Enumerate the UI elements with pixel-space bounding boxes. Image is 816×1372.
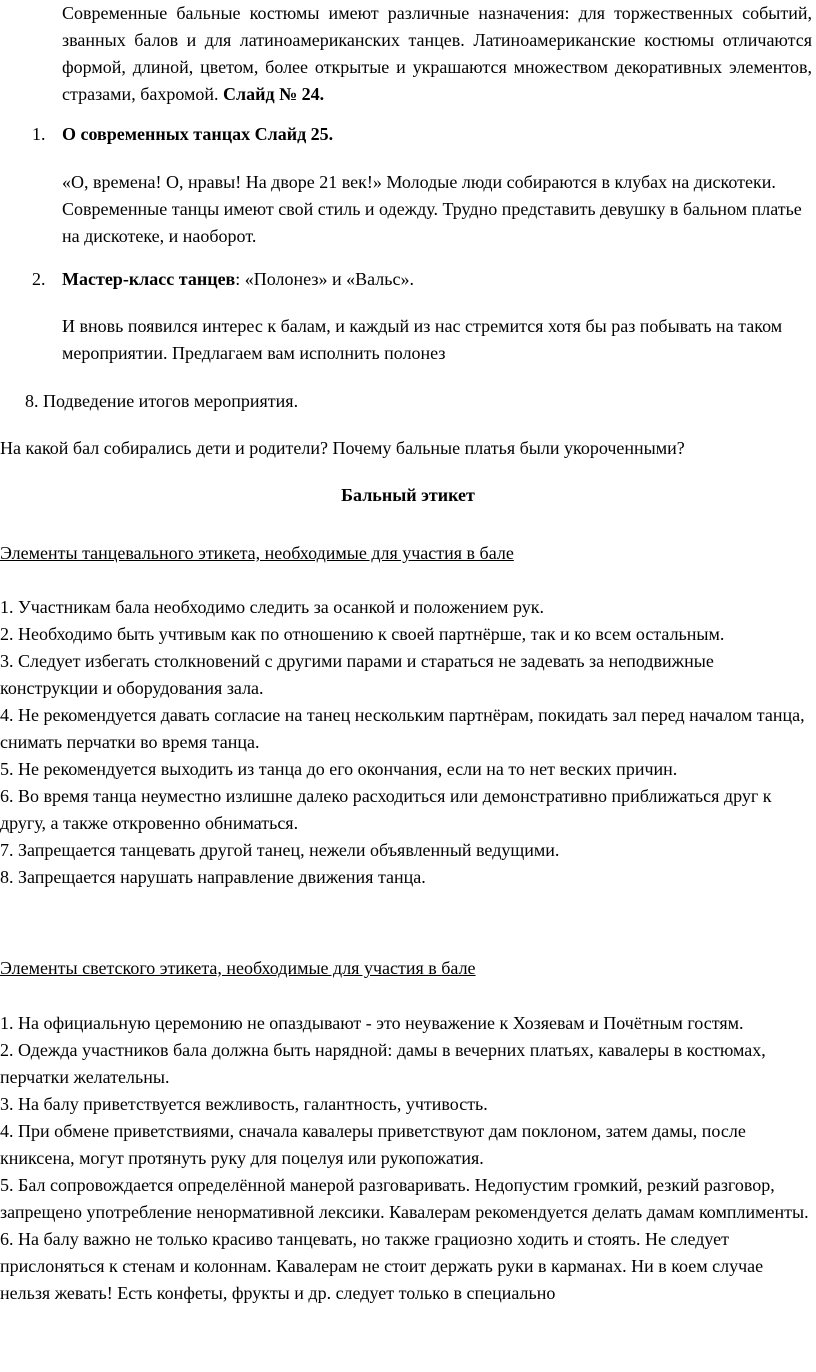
- section-heading: Бальный этикет: [341, 485, 475, 505]
- dance-item: 6. Во время танца неуместно излишне далеко расходиться или демонстративно приближаться друг к другу, а также откровенно обниматься.: [0, 786, 772, 833]
- dance-section-title: Элементы танцевального этикета, необходимые для участия в бале: [0, 543, 514, 563]
- social-item: 5. Бал сопровождается определённой манерой разговаривать. Недопустим громкий, резкий разговор, запрещено употребление ненормативной лексики. Кавалерам рекомендуется делать дамам комплименты.: [0, 1175, 809, 1222]
- intro-text: Современные бальные костюмы имеют различные назначения: для торжественных событий, званных балов и для латиноамериканских танцев. Латиноамериканские костюмы отличаются формой, длиной, цветом, более открытые и украшаются множеством декоративных элементов, стразами, бахромой.: [62, 3, 812, 104]
- intro-paragraph: [62, 0, 812, 108]
- dance-section-list: [0, 594, 812, 891]
- question: На какой бал собирались дети и родители? Почему бальные платья были укороченными?: [0, 438, 685, 458]
- item-2: [0, 266, 812, 293]
- intro-slide-ref: Слайд № 24.: [223, 84, 325, 104]
- item-1: [0, 121, 812, 148]
- social-section-title: Элементы светского этикета, необходимые для участия в бале: [0, 958, 476, 978]
- item-2-line: [62, 266, 812, 293]
- social-item: 1. На официальную церемонию не опаздывают - это неуважение к Хозяевам и Почётным гостям.: [0, 1013, 744, 1033]
- item-1-number: 1.: [32, 124, 46, 144]
- social-section-list: [0, 1010, 812, 1307]
- item-2-title: Мастер-класс танцев: [62, 269, 236, 289]
- social-item: 2. Одежда участников бала должна быть нарядной: дамы в вечерних платьях, кавалеры в костюмах, перчатки желательны.: [0, 1040, 766, 1087]
- social-item: 3. На балу приветствуется вежливость, галантность, учтивость.: [0, 1094, 488, 1114]
- dance-item: 5. Не рекомендуется выходить из танца до его окончания, если на то нет веских причин.: [0, 759, 678, 779]
- item-2-number: 2.: [32, 269, 46, 289]
- item-8: 8. Подведение итогов мероприятия.: [25, 391, 299, 411]
- social-item: 6. На балу важно не только красиво танцевать, но также грациозно ходить и стоять. Не следует прислоняться к стенам и колоннам. Кавалерам не стоит держать руки в карманах. Ни в коем случае нельзя жевать! Есть конфеты, фрукты и др. следует только в специально: [0, 1229, 764, 1303]
- item-1-title: О современных танцах Слайд 25.: [62, 124, 334, 144]
- dance-item: 1. Участникам бала необходимо следить за осанкой и положением рук.: [0, 597, 544, 617]
- dance-item: 3. Следует избегать столкновений с другими парами и стараться не задевать за неподвижные конструкции и оборудования зала.: [0, 651, 714, 698]
- quote-paragraph: «О, времена! О, нравы! На дворе 21 век!» Молодые люди собираются в клубах на дискотеки. Современные танцы имеют свой стиль и одежду. Трудно представить девушку в бальном платье на дискотеке, и наоборот.: [62, 172, 802, 246]
- item-2-paragraph: И вновь появился интерес к балам, и каждый из нас стремится хотя бы раз побывать на таком мероприятии. Предлагаем вам исполнить полонез: [62, 316, 783, 363]
- dance-item: 2. Необходимо быть учтивым как по отношению к своей партнёрше, так и ко всем остальным.: [0, 624, 725, 644]
- social-item: 4. При обмене приветствиями, сначала кавалеры приветствуют дам поклоном, затем дамы, после книксена, могут протянуть руку для поцелуя или рукопожатия.: [0, 1121, 746, 1168]
- item-2-rest: : «Полонез» и «Вальс».: [235, 269, 414, 289]
- dance-item: 8. Запрещается нарушать направление движения танца.: [0, 867, 426, 887]
- dance-item: 7. Запрещается танцевать другой танец, нежели объявленный ведущими.: [0, 840, 560, 860]
- dance-item: 4. Не рекомендуется давать согласие на танец нескольким партнёрам, покидать зал перед началом танца, снимать перчатки во время танца.: [0, 705, 805, 752]
